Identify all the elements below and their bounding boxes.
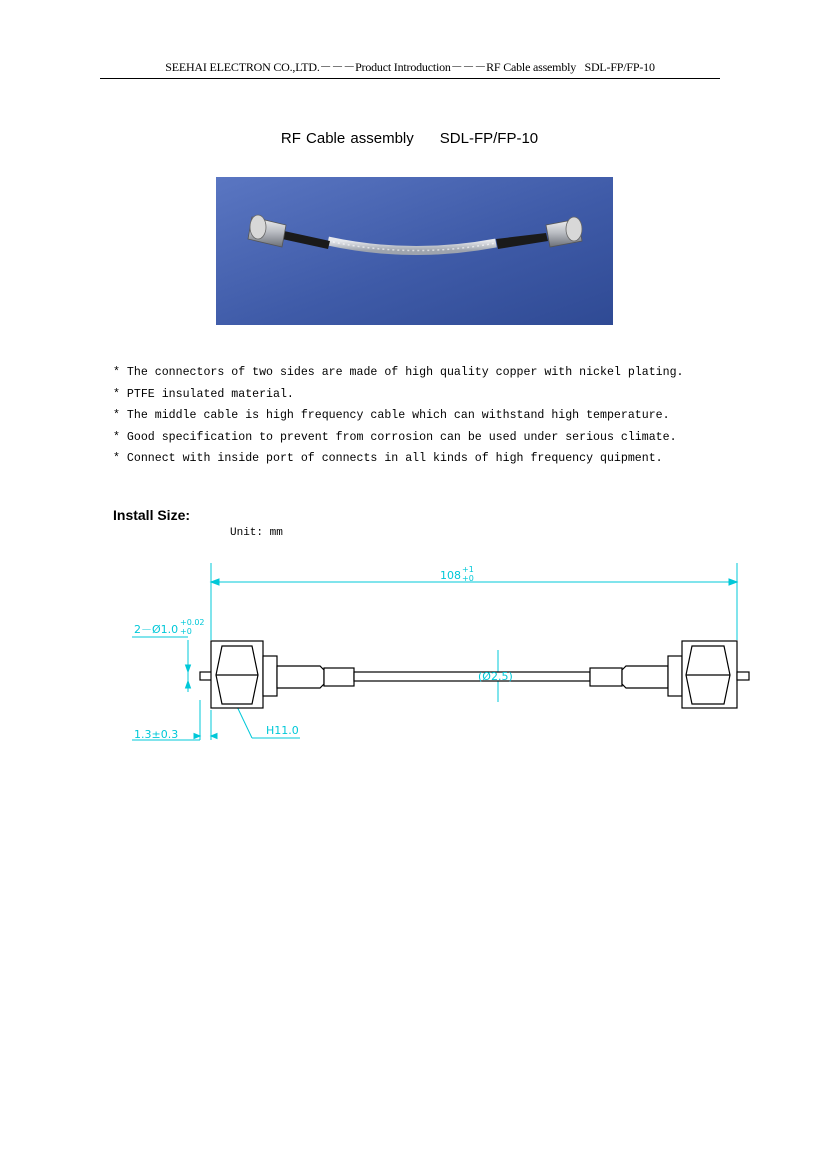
header-separator: －－－ (450, 60, 487, 74)
pin-diameter-tol-plus: +0.02 (180, 618, 205, 627)
header-topic: RF Cable assembly (486, 60, 577, 74)
feature-item: * PTFE insulated material. (113, 387, 294, 401)
feature-item: * Connect with inside port of connects in all kinds of high frequency quipment. (113, 452, 663, 466)
length-tol-minus: +0 (462, 574, 474, 583)
header-separator: －－－ (319, 60, 356, 74)
header-model: SDL-FP/FP-10 (584, 60, 655, 74)
feature-item: * The connectors of two sides are made of high quality copper with nickel plating. (113, 366, 684, 379)
pin-diameter-tol-minus: +0 (180, 627, 192, 636)
pin-diameter-value: 2－Ø1.0 (134, 623, 179, 636)
feature-item: * The middle cable is high frequency cable which can withstand high temperature. (113, 409, 670, 423)
unit-label: Unit: mm (230, 527, 283, 539)
cable-outline (200, 641, 749, 708)
install-size-heading: Install Size: (113, 507, 191, 523)
cable-diameter: (Ø2.5) (478, 670, 513, 683)
title-model: SDL-FP/FP-10 (439, 130, 539, 147)
header-company: SEEHAI ELECTRON CO.,LTD. (165, 60, 320, 74)
header-section: Product Introduction (355, 60, 451, 74)
pin-length: 1.3±0.3 (134, 728, 179, 741)
length-tol-plus: +1 (462, 565, 474, 574)
title-name: RF Cable assembly (280, 130, 414, 147)
length-value: 108 (440, 569, 461, 582)
feature-item: * Good specification to prevent from corrosion can be used under serious climate. (113, 430, 677, 444)
hex-size: H11.0 (266, 724, 299, 737)
